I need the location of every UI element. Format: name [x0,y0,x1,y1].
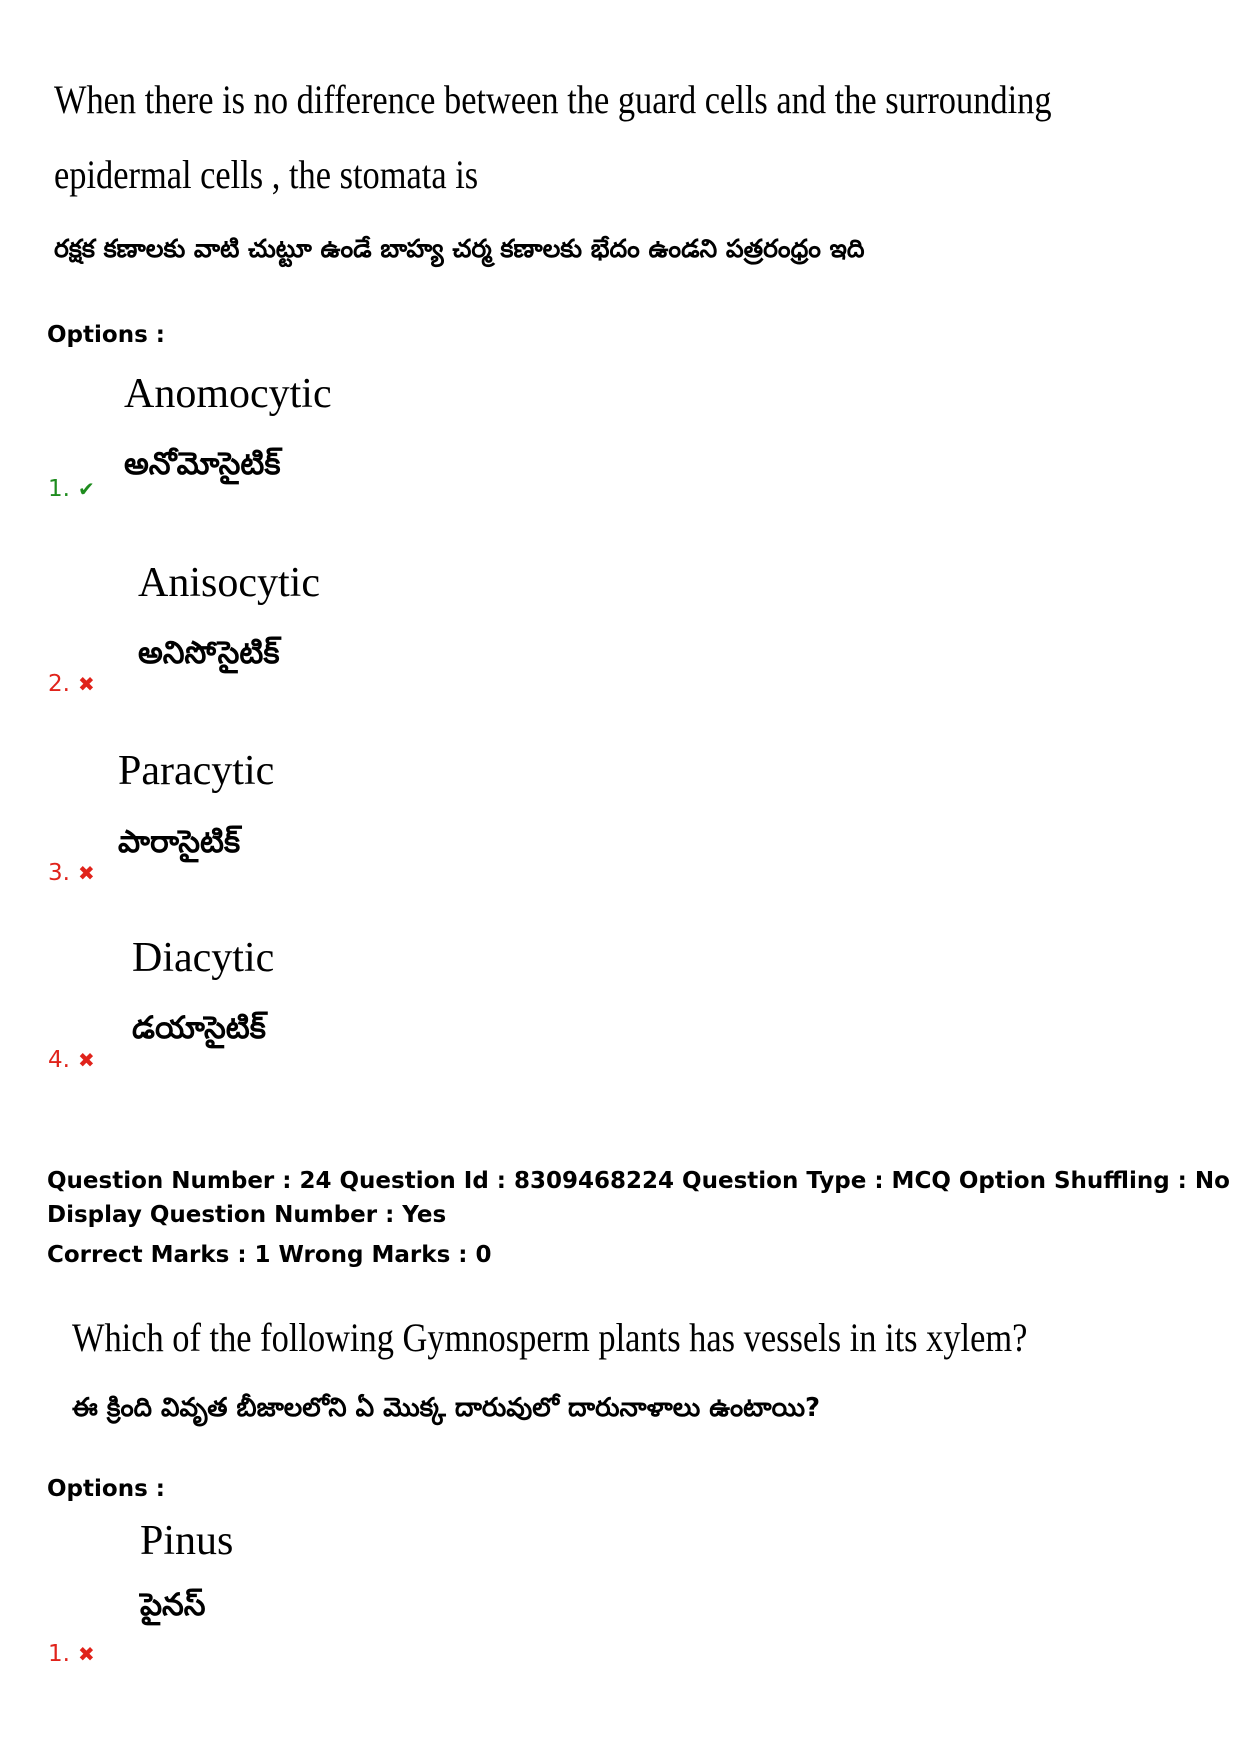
q23-option-1-text-te: అనోమోసైటిక్ [124,446,281,482]
cross-icon: ✖ [77,861,95,885]
cross-icon: ✖ [77,1642,95,1666]
option-number: 1. [48,1641,70,1667]
q24-meta-line2: Display Question Number : Yes [47,1202,447,1228]
q23-option-4-text-en: Diacytic [132,935,275,981]
option-number: 3. [48,860,70,886]
q23-option-4-text-te: డయాసైటిక్ [132,1010,266,1046]
q23-option-2-text-te: అనిసోసైటిక్ [138,635,280,671]
q24-option-1-number [48,1643,95,1666]
q24-options-label: Options : [47,1476,165,1502]
option-number: 4. [48,1047,70,1073]
option-number: 1. [48,476,70,502]
q23-options-label: Options : [47,322,165,348]
q23-option-2-text-en: Anisocytic [138,560,320,606]
q23-option-3-number [48,862,95,885]
cross-icon: ✖ [77,1048,95,1072]
q24-meta-line3: Correct Marks : 1 Wrong Marks : 0 [47,1242,492,1268]
q23-option-3-text-en: Paracytic [118,748,275,794]
option-number: 2. [48,671,70,697]
q23-option-2-number [48,673,95,696]
cross-icon: ✖ [77,672,95,696]
q24-text-en: Which of the following Gymnosperm plants has vessels in its xylem? [72,1315,1028,1360]
q23-text-en-line2: epidermal cells , the stomata is [54,152,479,197]
q24-text-te: ఈ క్రింది వివృత బీజాలలోని ఏ మొక్క దారువులో దారునాళాలు ఉంటాయి? [72,1393,821,1423]
q24-option-1-text-en: Pinus [140,1518,234,1564]
q23-option-3-text-te: పారాసైటిక్ [118,824,241,860]
q23-text-te: రక్షక కణాలకు వాటి చుట్టూ ఉండే బాహ్య చర్మ కణాలకు భేదం ఉండని పత్రరంధ్రం ఇది [54,234,865,263]
q23-option-1-text-en: Anomocytic [124,371,332,417]
q24-meta-line1: Question Number : 24 Question Id : 8309468224 Question Type : MCQ Option Shuffling : No [47,1168,1230,1194]
q24-option-1-text-te: పైనస్ [140,1587,206,1623]
q23-text-en-line1: When there is no difference between the guard cells and the surrounding [54,77,1052,122]
q23-option-1-number [48,478,95,501]
check-icon: ✔ [77,477,95,501]
q23-option-4-number [48,1049,95,1072]
